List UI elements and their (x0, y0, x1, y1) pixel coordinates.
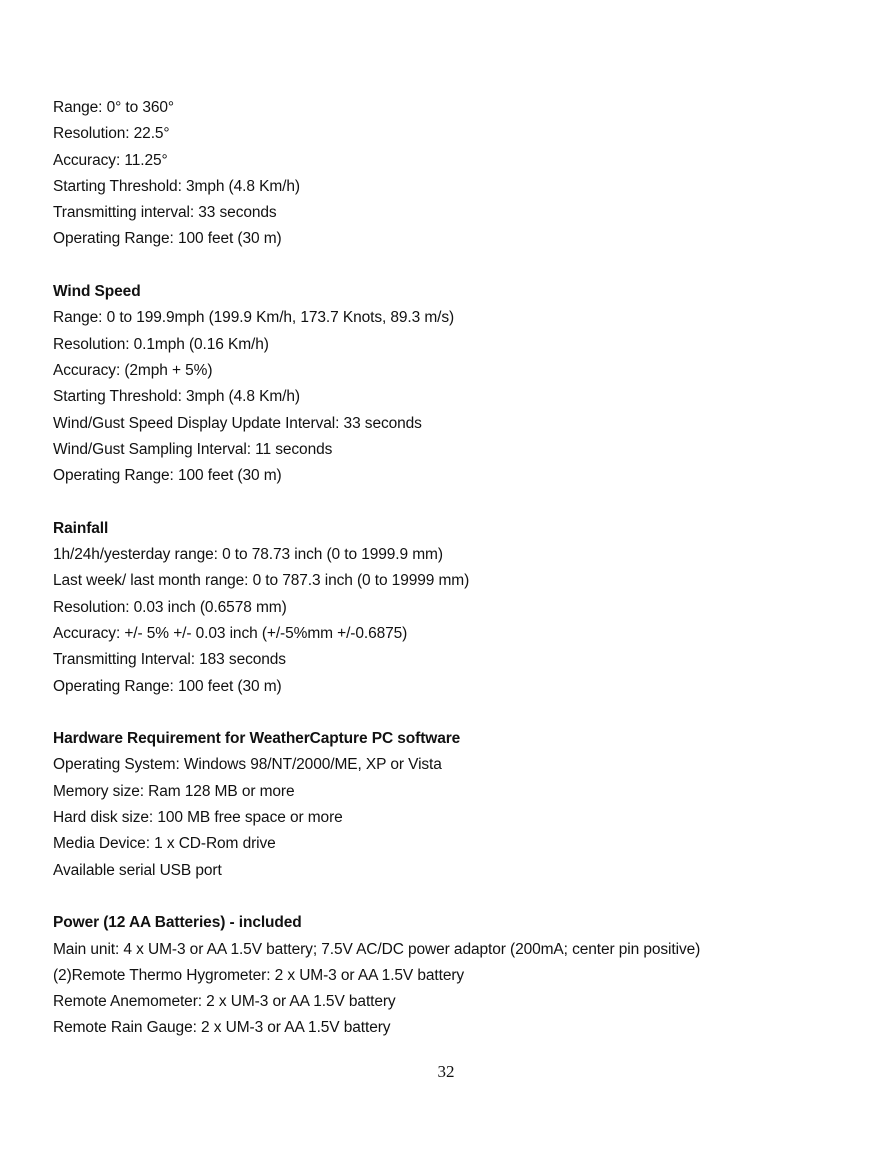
hardware-memory: Memory size: Ram 128 MB or more (53, 782, 295, 800)
rainfall-interval: Transmitting Interval: 183 seconds (53, 651, 286, 669)
wind-speed-display-interval: Wind/Gust Speed Display Update Interval: 33 seconds (53, 414, 422, 432)
wind-direction-resolution: Resolution: 22.5° (53, 125, 170, 143)
wind-speed-range: Range: 0 to 199.9mph (199.9 Km/h, 173.7 Knots, 89.3 m/s) (53, 309, 455, 327)
wind-speed-operating-range: Operating Range: 100 feet (30 m) (53, 467, 282, 485)
wind-speed-accuracy: Accuracy: (2mph + 5%) (53, 361, 213, 379)
section-spacer (53, 700, 853, 726)
wind-speed-heading: Wind Speed (53, 283, 141, 301)
rainfall-operating-range: Operating Range: 100 feet (30 m) (53, 677, 282, 695)
hardware-media: Media Device: 1 x CD-Rom drive (53, 835, 276, 853)
wind-direction-threshold: Starting Threshold: 3mph (4.8 Km/h) (53, 177, 300, 195)
rainfall-weekly-range: Last week/ last month range: 0 to 787.3 inch (0 to 19999 mm) (53, 572, 470, 590)
wind-direction-range: Range: 0° to 360° (53, 99, 175, 116)
wind-direction-interval: Transmitting interval: 33 seconds (53, 204, 277, 222)
rainfall-section (53, 516, 853, 700)
hardware-section (53, 726, 853, 884)
wind-direction-section (53, 95, 853, 253)
rainfall-resolution: Resolution: 0.03 inch (0.6578 mm) (53, 598, 287, 616)
power-main-unit: Main unit: 4 x UM-3 or AA 1.5V battery; 7.5V AC/DC power adaptor (200mA; center pin positive) (53, 940, 701, 958)
power-thermo-hygrometer: (2)Remote Thermo Hygrometer: 2 x UM-3 or AA 1.5V battery (53, 966, 465, 984)
rainfall-heading: Rainfall (53, 519, 109, 537)
hardware-disk: Hard disk size: 100 MB free space or more (53, 809, 343, 827)
power-rain-gauge: Remote Rain Gauge: 2 x UM-3 or AA 1.5V battery (53, 1019, 391, 1037)
section-spacer (53, 253, 853, 279)
rainfall-daily-range: 1h/24h/yesterday range: 0 to 78.73 inch (0 to 1999.9 mm) (53, 546, 443, 564)
hardware-port: Available serial USB port (53, 861, 222, 879)
hardware-os: Operating System: Windows 98/NT/2000/ME, XP or Vista (53, 756, 442, 774)
wind-direction-operating-range: Operating Range: 100 feet (30 m) (53, 230, 282, 248)
power-section (53, 910, 853, 1041)
wind-direction-accuracy: Accuracy: 11.25° (53, 151, 168, 169)
rainfall-accuracy: Accuracy: +/- 5% +/- 0.03 inch (+/-5%mm +/-0.6875) (53, 624, 408, 642)
wind-speed-resolution: Resolution: 0.1mph (0.16 Km/h) (53, 335, 269, 353)
wind-speed-threshold: Starting Threshold: 3mph (4.8 Km/h) (53, 388, 300, 406)
section-spacer (53, 884, 853, 910)
wind-speed-section (53, 279, 853, 489)
section-spacer (53, 489, 853, 515)
hardware-heading: Hardware Requirement for WeatherCapture PC software (53, 730, 461, 748)
wind-speed-sampling-interval: Wind/Gust Sampling Interval: 11 seconds (53, 440, 333, 458)
page-number: 32 (437, 1062, 455, 1081)
document-page (53, 95, 853, 1042)
power-heading: Power (12 AA Batteries) - included (53, 914, 302, 932)
power-anemometer: Remote Anemometer: 2 x UM-3 or AA 1.5V battery (53, 993, 396, 1011)
